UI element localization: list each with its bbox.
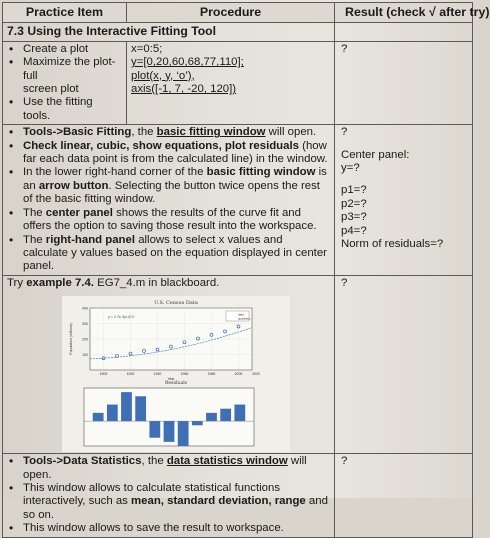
step-check-options xyxy=(19,140,330,167)
residuals-title: Residuals xyxy=(164,381,188,387)
residual-bar xyxy=(107,405,118,422)
code-line-axis-text: axis([-1, 7, -20, 120]) xyxy=(131,83,237,96)
residual-bar xyxy=(93,413,104,421)
residual-bar xyxy=(192,421,203,425)
bold-text: basic fitting window xyxy=(206,166,316,179)
row4-procedure-cell xyxy=(3,454,335,537)
row4-result: ? xyxy=(335,454,473,537)
text: EG7_4.m in blackboard. xyxy=(93,276,220,289)
residual-bar xyxy=(206,413,217,421)
code-line-y-text: y=[0,20,60,68,77,110]; xyxy=(131,56,244,69)
census-xtick-label: 1980 xyxy=(207,372,216,377)
row2-result-cell xyxy=(335,125,473,275)
census-ytick-label: 200 xyxy=(82,337,88,342)
residual-bar xyxy=(135,396,146,421)
section-title: 7.3 Using the Interactive Fitting Tool xyxy=(3,23,335,41)
row2-result-q: ? xyxy=(341,126,348,139)
row-data-statistics xyxy=(3,454,473,537)
row1-code-cell xyxy=(127,41,335,124)
result-y: y=? xyxy=(341,162,360,175)
residual-bar xyxy=(149,421,160,438)
header-result: Result (check √ after try) xyxy=(335,3,473,23)
residual-bar xyxy=(220,409,231,421)
text: will open. xyxy=(265,126,317,139)
bold-text: right-hand panel xyxy=(45,233,136,246)
result-norm-residuals: Norm of residuals=? xyxy=(341,238,444,251)
step-fitting-tools: • Use the fitting tools. xyxy=(19,96,122,123)
step-center-panel xyxy=(19,207,330,234)
census-ytick-label: 100 xyxy=(82,353,88,358)
text: Try xyxy=(7,276,27,289)
step-save-result: • This window allows to save the result to workspace. xyxy=(19,522,330,535)
text: will open. xyxy=(23,455,307,481)
text: . Selecting the button twice opens the rest of the basic fitting window. xyxy=(23,179,320,206)
text: This window allows to calculate statistical functions interactively, such as xyxy=(23,481,281,508)
data-statistics-window-link: data statistics window xyxy=(166,455,288,468)
census-equation: y = 2.7e-3(x-t)^2 xyxy=(108,315,135,320)
residual-bar xyxy=(121,392,132,421)
section-row xyxy=(3,23,473,41)
step-maximize xyxy=(19,56,122,96)
example-figure xyxy=(62,296,290,452)
text: The xyxy=(23,233,46,246)
row3-result: ? xyxy=(335,275,473,453)
step-calc-stats xyxy=(19,482,330,522)
text: (how far each data point is from the calculated line) in the window. xyxy=(23,139,328,166)
row1-left-cell xyxy=(3,41,127,124)
center-panel-label: Center panel: xyxy=(341,148,410,161)
bold-text: arrow button xyxy=(38,179,109,192)
row2-procedure-cell xyxy=(3,125,335,275)
basic-fitting-window-link: basic fitting window xyxy=(156,126,266,139)
result-p1: p1=? xyxy=(341,184,367,197)
menu-path: Tools->Data Statistics xyxy=(23,455,142,468)
text: , the xyxy=(131,126,157,139)
text: , the xyxy=(141,455,167,468)
result-p4: p4=? xyxy=(341,224,367,237)
row-example xyxy=(3,275,473,453)
step-maximize-text: Maximize the plot-full xyxy=(23,56,116,82)
residual-bar xyxy=(164,421,175,442)
bold-text: example 7.4. xyxy=(26,276,94,289)
step-right-panel xyxy=(19,234,330,274)
census-xlabel: Year xyxy=(167,377,175,382)
section-result-cell xyxy=(335,23,473,41)
header-procedure: Procedure xyxy=(127,3,335,23)
row-basic-fitting xyxy=(3,125,473,275)
example-instruction xyxy=(7,277,330,290)
census-ytick-label: 400 xyxy=(82,306,88,311)
residuals-plot xyxy=(84,388,254,446)
row-create-plot xyxy=(3,41,473,124)
census-title: U.S. Census Data xyxy=(154,300,198,307)
census-xtick-label: 1920 xyxy=(126,372,135,377)
result-p2: p2=? xyxy=(341,197,367,210)
step-tools-data-statistics xyxy=(19,455,330,482)
step-tools-basic-fitting xyxy=(19,126,330,139)
code-line-plot-text: plot(x, y, ‘o’), xyxy=(131,69,195,82)
step-create-plot: • Create a plot xyxy=(19,43,122,56)
menu-path: Tools->Basic Fitting xyxy=(23,126,132,139)
text: shows the results of the curve fit and offers the option to saving those result into the workspace. xyxy=(23,206,317,233)
text: allows to select x values and calculate y values based on the equation displayed in center panel. xyxy=(23,233,327,273)
header-row xyxy=(3,3,473,23)
code-line-plot xyxy=(131,70,330,83)
text: and so on. xyxy=(23,495,328,521)
census-ylabel: Population (millions) xyxy=(69,323,73,355)
code-line-x: x=0:5; xyxy=(131,42,163,55)
step-maximize-text2: screen plot xyxy=(23,83,79,96)
header-practice-item: Practice Item xyxy=(3,3,127,23)
residual-bar xyxy=(178,421,189,446)
census-xtick-label: 1940 xyxy=(153,372,162,377)
practice-table xyxy=(2,2,490,538)
census-ytick-label: 300 xyxy=(82,322,88,327)
text: In the lower right-hand corner of the xyxy=(23,166,207,179)
census-legend-entry: data xyxy=(238,312,244,317)
code-line-y xyxy=(131,56,330,69)
row3-procedure-cell xyxy=(3,275,335,453)
bold-text: mean, standard deviation, range xyxy=(131,495,306,508)
census-xtick-label: 1900 xyxy=(99,372,108,377)
result-p3: p3=? xyxy=(341,211,367,224)
code-line-axis xyxy=(131,83,330,96)
text: is an xyxy=(23,166,327,192)
census-xtick-label: 2020 xyxy=(252,372,260,377)
row1-result: ? xyxy=(335,41,473,124)
census-plot xyxy=(69,307,260,382)
census-xtick-label: 2000 xyxy=(234,372,243,377)
options-list: Check linear, cubic, show equations, plot residuals xyxy=(23,139,299,152)
census-legend-entry: quadratic xyxy=(238,316,251,321)
bold-text: center panel xyxy=(45,206,113,219)
text: The xyxy=(23,206,46,219)
step-arrow-button xyxy=(19,166,330,206)
residual-bar xyxy=(234,405,245,422)
census-xtick-label: 1960 xyxy=(180,372,189,377)
